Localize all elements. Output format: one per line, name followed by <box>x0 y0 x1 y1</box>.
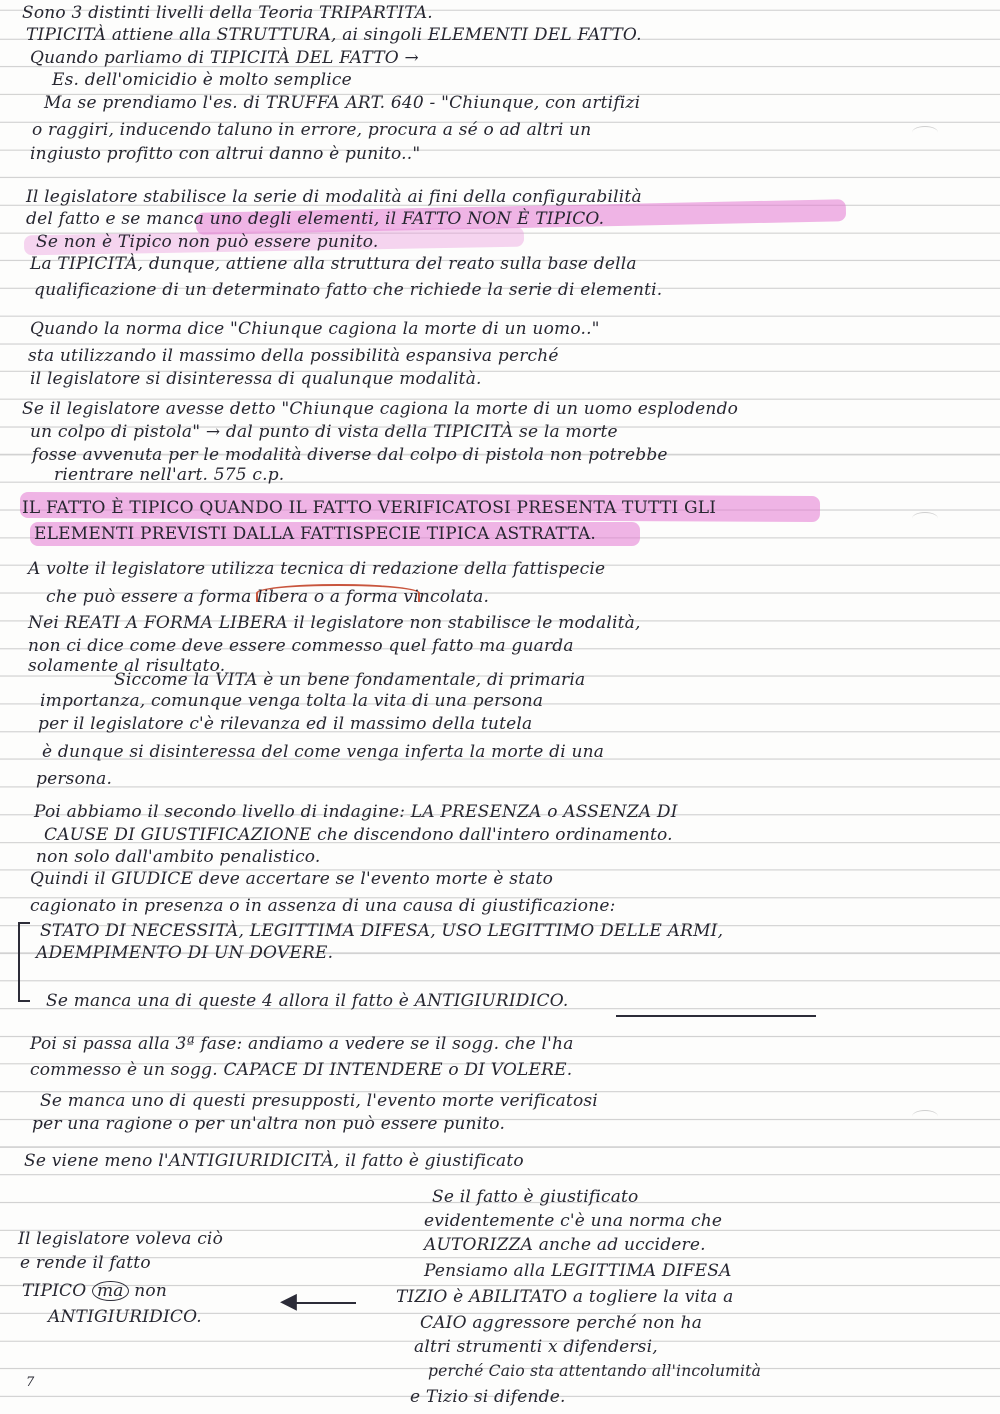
right-block-5: TIZIO è ABILITATO a togliere la vita a <box>396 1287 734 1307</box>
note-line-26: solamente al risultato. <box>28 656 226 676</box>
note-line-27: Siccome la VITA è un bene fondamentale, di primaria <box>114 670 586 690</box>
note-line-33: CAUSE DI GIUSTIFICAZIONE che discendono dall'intero ordinamento. <box>44 825 673 845</box>
right-block-6: CAIO aggressore perché non ha <box>420 1313 703 1333</box>
left-block-non: non <box>134 1281 167 1301</box>
note-line-25: non ci dice come deve essere commesso quel fatto ma guarda <box>28 636 574 656</box>
right-block-1: Se il fatto è giustificato <box>432 1187 639 1207</box>
note-line-41: commesso è un sogg. CAPACE DI INTENDERE o DI VOLERE. <box>30 1060 573 1080</box>
right-block-2: evidentemente c'è una norma che <box>424 1211 723 1231</box>
note-line-4: Es. dell'omicidio è molto semplice <box>52 70 352 90</box>
note-line-10: Se non è Tipico non può essere punito. <box>36 232 379 252</box>
note-line-43: per una ragione o per un'altra non può essere punito. <box>32 1114 506 1134</box>
arrow-left-shaft <box>290 1302 356 1304</box>
note-line-18: fosse avvenuta per le modalità diverse dal colpo di pistola non potrebbe <box>32 445 668 465</box>
corner-mark: 7 <box>26 1375 35 1390</box>
margin-mark-3 <box>912 1110 938 1123</box>
arrow-left-icon: ◀ <box>280 1289 297 1314</box>
note-line-22: A volte il legislatore utilizza tecnica di redazione della fattispecie <box>28 559 606 579</box>
note-line-36: cagionato in presenza o in assenza di una causa di giustificazione: <box>30 896 616 916</box>
note-line-38: ADEMPIMENTO DI UN DOVERE. <box>36 943 334 963</box>
note-line-3: Quando parliamo di TIPICITÀ DEL FATTO → <box>30 48 419 68</box>
note-line-19: rientrare nell'art. 575 c.p. <box>54 465 285 485</box>
note-line-30: è dunque si disinteressa del come venga inferta la morte di una <box>42 742 605 762</box>
left-block-2: e rende il fatto <box>20 1253 151 1273</box>
note-line-44: Se viene meno l'ANTIGIURIDICITÀ, il fatto è giustificato <box>24 1151 524 1171</box>
note-line-9: del fatto e se manca uno degli elementi, il FATTO NON È TIPICO. <box>26 209 605 229</box>
note-line-11: La TIPICITÀ, dunque, attiene alla struttura del reato sulla base della <box>30 254 637 274</box>
note-line-39: Se manca una di queste 4 allora il fatto è ANTIGIURIDICO. <box>46 991 569 1011</box>
note-line-5: Ma se prendiamo l'es. di TRUFFA ART. 640 - "Chiunque, con artifizi <box>44 93 641 113</box>
note-line-8: Il legislatore stabilisce la serie di modalità ai fini della configurabilità <box>26 187 642 207</box>
left-block-ma-circled: ma <box>92 1281 129 1301</box>
note-definition-1: IL FATTO È TIPICO QUANDO IL FATTO VERIFICATOSI PRESENTA TUTTI GLI <box>22 498 717 518</box>
note-line-14: sta utilizzando il massimo della possibilità espansiva perché <box>28 346 559 366</box>
note-line-28: importanza, comunque venga tolta la vita di una persona <box>40 691 544 711</box>
right-block-3: AUTORIZZA anche ad uccidere. <box>424 1235 706 1255</box>
note-line-13: Quando la norma dice "Chiunque cagiona la morte di un uomo.." <box>30 319 600 339</box>
note-line-37: STATO DI NECESSITÀ, LEGITTIMA DIFESA, USO LEGITTIMO DELLE ARMI, <box>40 921 724 941</box>
right-block-7: altri strumenti x difendersi, <box>414 1337 658 1357</box>
note-line-16: Se il legislatore avesse detto "Chiunque cagiona la morte di un uomo esplodendo <box>22 399 739 419</box>
margin-mark-1 <box>912 126 938 139</box>
note-line-12: qualificazione di un determinato fatto che richiede la serie di elementi. <box>34 280 663 300</box>
note-line-34: non solo dall'ambito penalistico. <box>36 847 321 867</box>
note-line-23: che può essere a forma libera o a forma vincolata. <box>46 587 490 607</box>
left-block-1: Il legislatore voleva ciò <box>18 1229 223 1249</box>
right-block-9: e Tizio si difende. <box>410 1387 566 1407</box>
right-block-4: Pensiamo alla LEGITTIMA DIFESA <box>424 1261 732 1281</box>
left-block-3 <box>22 1280 167 1302</box>
note-line-31: persona. <box>36 769 113 789</box>
cause-list-bracket <box>18 922 30 1002</box>
antigiuridico-underline <box>616 1015 816 1017</box>
note-line-15: il legislatore si disinteressa di qualunque modalità. <box>30 369 482 389</box>
left-block-tipico: TIPICO <box>22 1281 87 1301</box>
note-line-29: per il legislatore c'è rilevanza ed il massimo della tutela <box>38 714 533 734</box>
note-line-7: ingiusto profitto con altrui danno è punito.." <box>30 144 421 164</box>
note-line-6: o raggiri, inducendo taluno in errore, procura a sé o ad altri un <box>32 120 592 140</box>
note-definition-2: ELEMENTI PREVISTI DALLA FATTISPECIE TIPICA ASTRATTA. <box>34 524 597 544</box>
left-block-4: ANTIGIURIDICO. <box>48 1307 202 1327</box>
note-line-2: TIPICITÀ attiene alla STRUTTURA, ai singoli ELEMENTI DEL FATTO. <box>26 25 642 45</box>
note-line-24: Nei REATI A FORMA LIBERA il legislatore non stabilisce le modalità, <box>28 613 641 633</box>
note-line-17: un colpo di pistola" → dal punto di vista della TIPICITÀ se la morte <box>30 422 618 442</box>
note-line-40: Poi si passa alla 3ª fase: andiamo a vedere se il sogg. che l'ha <box>30 1034 574 1054</box>
note-line-1: Sono 3 distinti livelli della Teoria TRIPARTITA. <box>22 3 433 23</box>
note-line-35: Quindi il GIUDICE deve accertare se l'evento morte è stato <box>30 869 554 889</box>
note-line-42: Se manca uno di questi presupposti, l'evento morte verificatosi <box>40 1091 598 1111</box>
note-line-32: Poi abbiamo il secondo livello di indagine: LA PRESENZA o ASSENZA DI <box>34 802 678 822</box>
right-block-8: perché Caio sta attentando all'incolumità <box>428 1362 762 1380</box>
margin-mark-2 <box>912 512 938 525</box>
